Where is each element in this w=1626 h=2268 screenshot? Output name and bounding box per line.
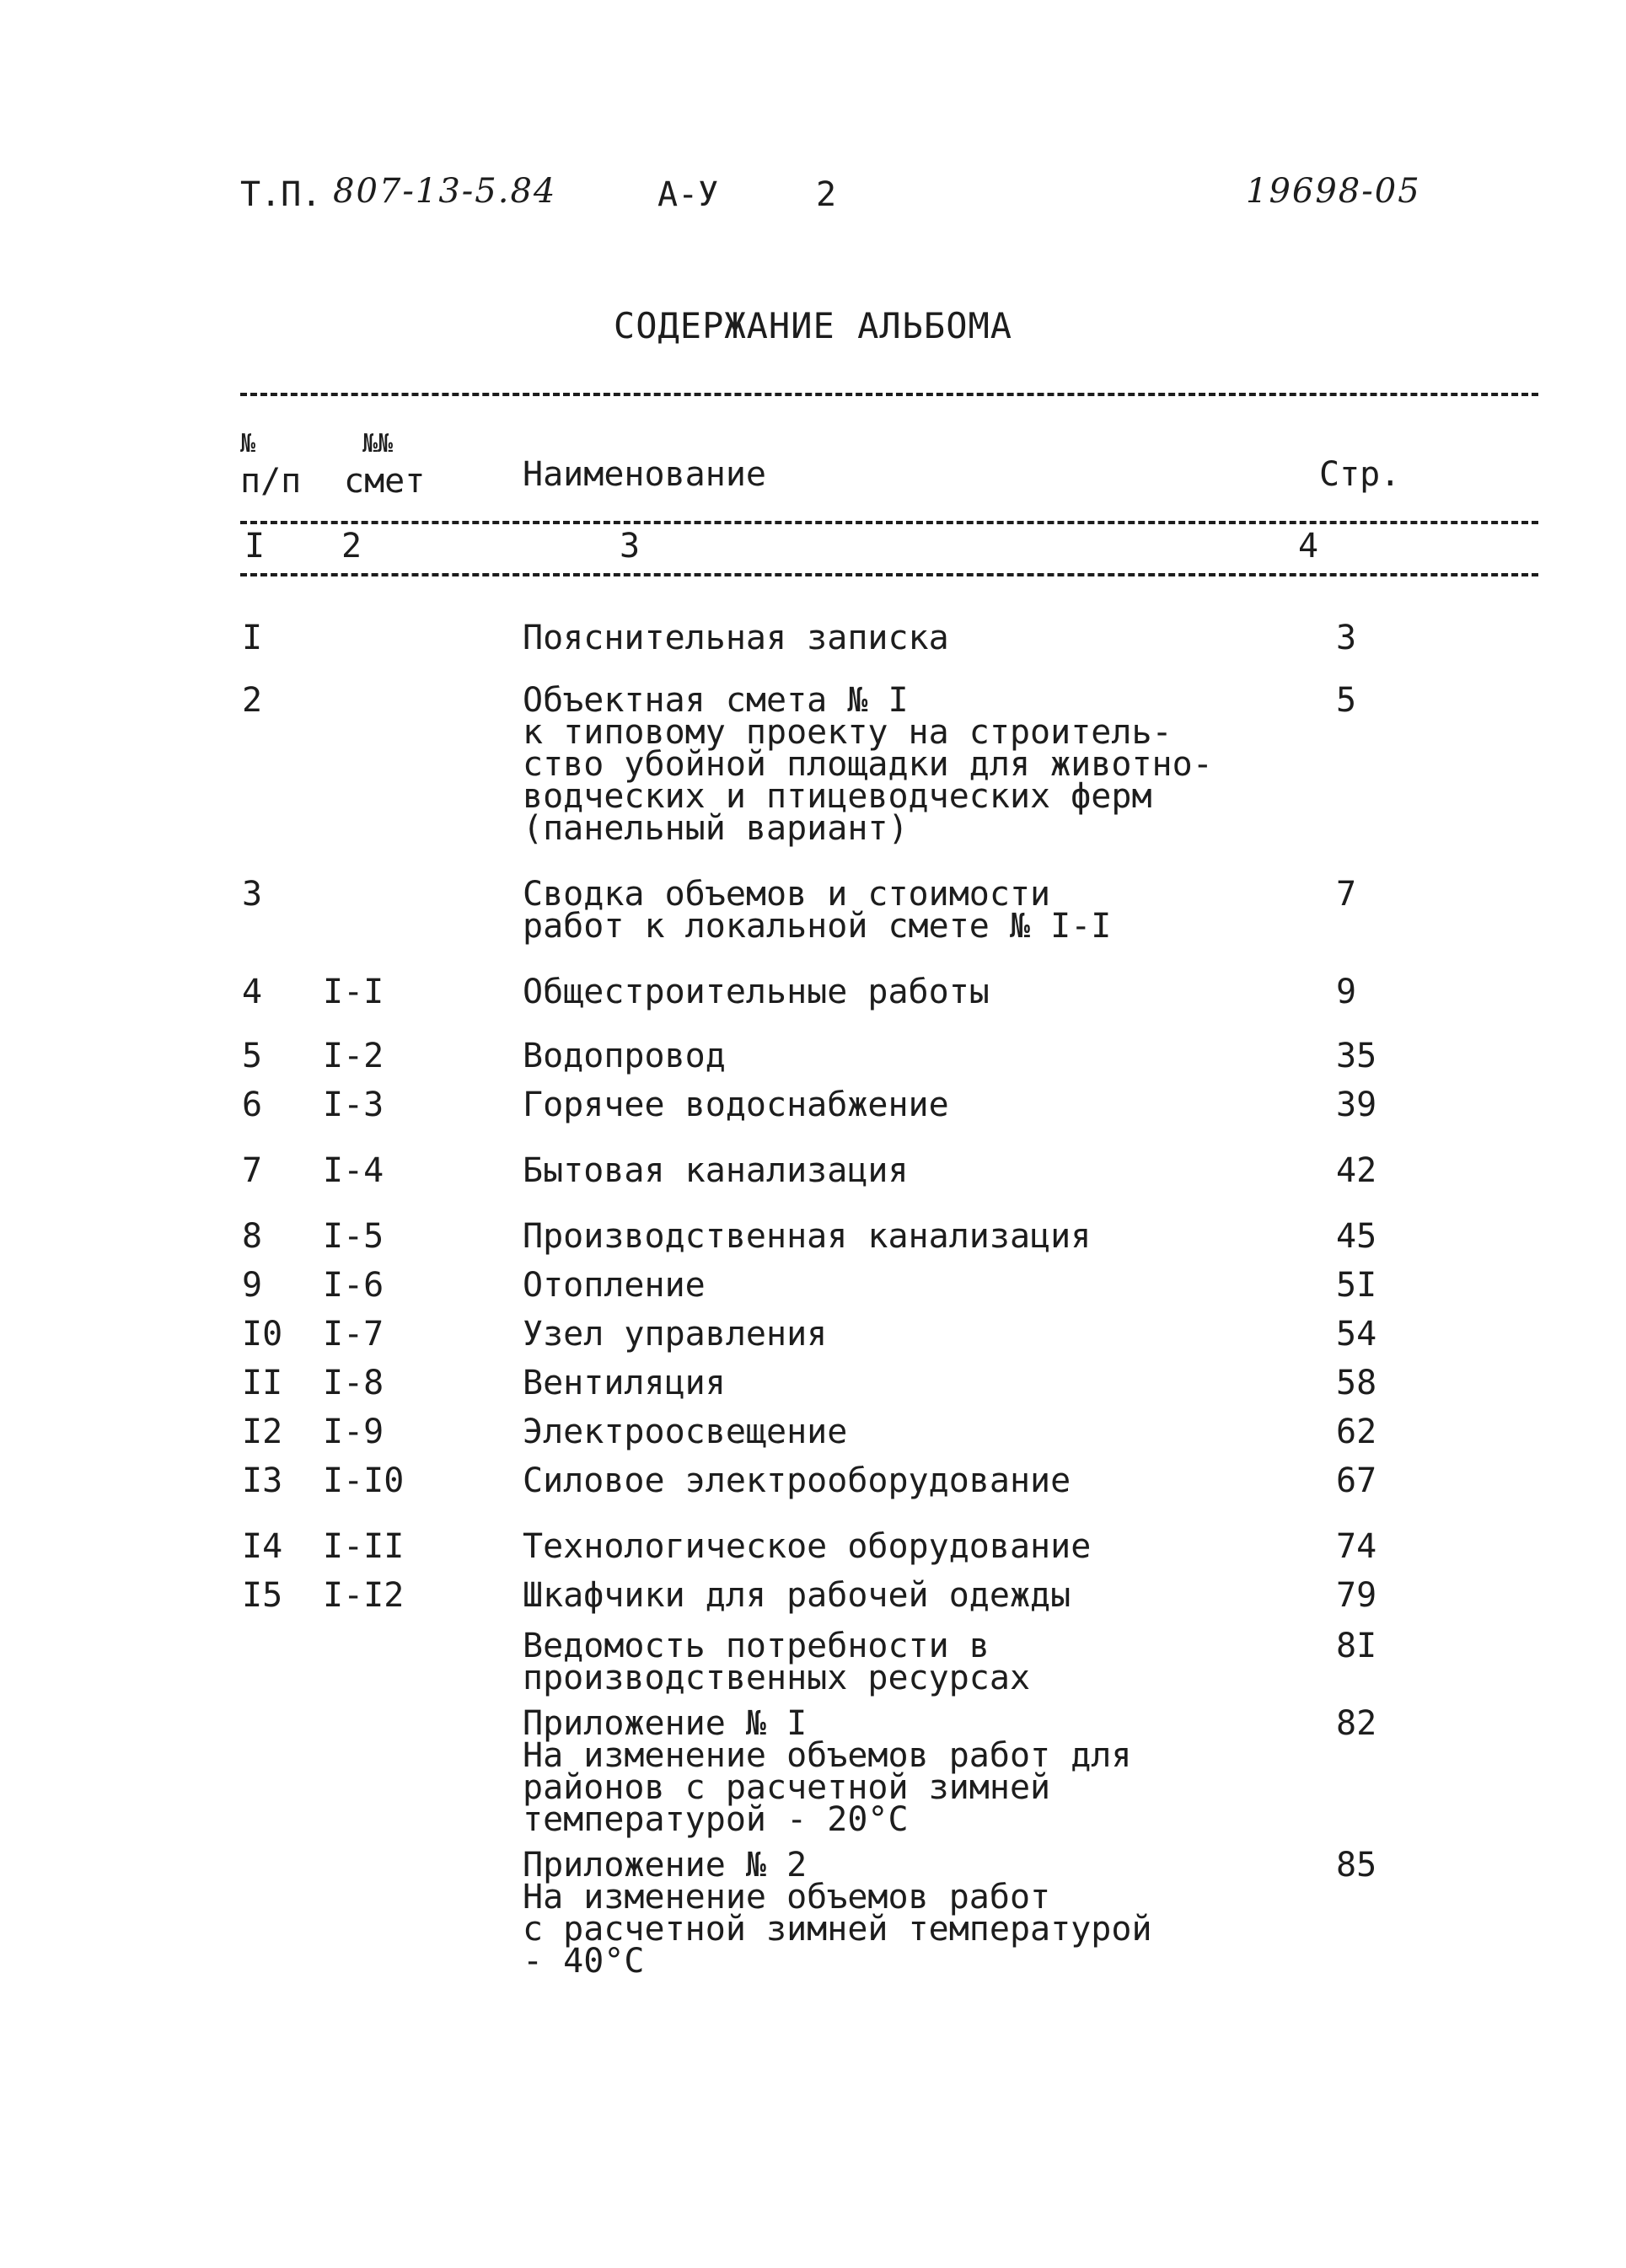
row-title-line: к типовому проекту на строитель- [523, 713, 1173, 752]
row-number: 3 [242, 875, 263, 914]
row-title [523, 1364, 1231, 1402]
row-estimate: I-9 [323, 1413, 384, 1451]
row-title [523, 1704, 1231, 1839]
row-title-line: температурой - 20°C [523, 1800, 909, 1839]
row-title-line: На изменение объемов работ [523, 1878, 1051, 1917]
row-page: 62 [1336, 1413, 1377, 1451]
table-top-rule [240, 393, 1538, 396]
row-title [523, 1413, 1231, 1451]
header-rule-lower [240, 573, 1538, 576]
row-page: 58 [1336, 1364, 1377, 1402]
row-title-line: Производственная канализация [523, 1217, 1092, 1256]
row-title [523, 1037, 1231, 1075]
row-page: 5 [1336, 681, 1357, 720]
row-page: 8I [1336, 1627, 1377, 1665]
row-title [523, 619, 1231, 657]
row-title [523, 681, 1231, 848]
row-title-line: Вентиляция [523, 1364, 726, 1402]
row-title-line: Горячее водоснабжение [523, 1086, 949, 1124]
row-title-line: Приложение № 2 [523, 1846, 808, 1885]
row-title [523, 1527, 1231, 1566]
row-page: 3 [1336, 619, 1357, 657]
row-title-line: Водопровод [523, 1037, 726, 1075]
row-title-line: Общестроительные работы [523, 973, 990, 1011]
column-header-estimate-sign: №№ [362, 429, 394, 458]
row-title-line: районов с расчетной зимней [523, 1768, 1051, 1807]
row-title-line: (панельный вариант) [523, 809, 909, 848]
row-number: 7 [242, 1151, 263, 1190]
column-number-2: 2 [341, 527, 362, 566]
row-title-line: Шкафчики для рабочей одежды [523, 1576, 1071, 1615]
row-estimate: I-I2 [323, 1576, 405, 1615]
row-title [523, 1086, 1231, 1124]
row-title-line: Узел управления [523, 1315, 828, 1354]
row-page: 54 [1336, 1315, 1377, 1354]
row-title [523, 1217, 1231, 1256]
row-title-line: работ к локальной смете № I-I [523, 907, 1112, 946]
row-estimate: I-I [323, 973, 384, 1011]
row-number: II [242, 1364, 283, 1402]
row-number: 6 [242, 1086, 263, 1124]
header-rule-upper [240, 521, 1538, 524]
column-header-estimate-label: смет [344, 462, 426, 501]
column-number-4: 4 [1298, 527, 1319, 566]
column-header-number-sign: № [240, 429, 256, 458]
row-estimate: I-7 [323, 1315, 384, 1354]
row-title-line: Отопление [523, 1266, 706, 1305]
column-header-number [240, 426, 301, 500]
header-sheet-number: 2 [816, 175, 837, 214]
row-title [523, 1266, 1231, 1305]
row-page: 82 [1336, 1704, 1377, 1743]
row-title [523, 1576, 1231, 1615]
page-title: СОДЕРЖАНИЕ АЛЬБОМА [613, 305, 1013, 346]
row-estimate: I-3 [323, 1086, 384, 1124]
row-title-line: с расчетной зимней температурой [523, 1910, 1152, 1949]
row-number: 9 [242, 1266, 263, 1305]
row-title-line: Пояснительная записка [523, 619, 949, 657]
row-estimate: I-I0 [323, 1461, 405, 1500]
row-title-line: На изменение объемов работ для [523, 1736, 1132, 1775]
row-title-line: Ведомость потребности в [523, 1627, 990, 1665]
row-title [523, 1627, 1231, 1697]
row-page: 35 [1336, 1037, 1377, 1075]
row-title-line: Бытовая канализация [523, 1151, 909, 1190]
column-number-1: I [244, 527, 266, 566]
row-number: I2 [242, 1413, 283, 1451]
row-estimate: I-5 [323, 1217, 384, 1256]
row-number: 4 [242, 973, 263, 1011]
row-estimate: I-II [323, 1527, 405, 1566]
header-project-code: 807-13-5.84 [333, 172, 557, 211]
row-title-line: Сводка объемов и стоимости [523, 875, 1051, 914]
row-page: 45 [1336, 1217, 1377, 1256]
row-page: 67 [1336, 1461, 1377, 1500]
row-title [523, 875, 1231, 946]
row-title-line: Электроосвещение [523, 1413, 848, 1451]
row-title-line: ство убойной площадки для животно- [523, 745, 1213, 784]
column-number-3: 3 [620, 527, 641, 566]
row-page: 85 [1336, 1846, 1377, 1885]
row-title [523, 1461, 1231, 1500]
row-title-line: Технологическое оборудование [523, 1527, 1092, 1566]
row-number: I4 [242, 1527, 283, 1566]
row-number: 5 [242, 1037, 263, 1075]
row-number: I3 [242, 1461, 283, 1500]
header-prefix: Т.П. [240, 175, 322, 214]
header-album: А-У [657, 175, 719, 214]
row-title [523, 1846, 1231, 1981]
row-title-line: Приложение № I [523, 1704, 808, 1743]
row-title-line: производственных ресурсах [523, 1659, 1031, 1697]
row-page: 42 [1336, 1151, 1377, 1190]
row-title-line: - 40°C [523, 1942, 645, 1981]
row-estimate: I-6 [323, 1266, 384, 1305]
row-title [523, 973, 1231, 1011]
row-number: I5 [242, 1576, 283, 1615]
column-header-number-label: п/п [240, 462, 302, 501]
row-number: I [242, 619, 263, 657]
row-title-line: Силовое электрооборудование [523, 1461, 1071, 1500]
row-page: 5I [1336, 1266, 1377, 1305]
row-number: 2 [242, 681, 263, 720]
row-page: 74 [1336, 1527, 1377, 1566]
row-number: 8 [242, 1217, 263, 1256]
row-title [523, 1315, 1231, 1354]
row-title-line: водческих и птицеводческих ферм [523, 777, 1152, 816]
column-header-name: Наименование [523, 455, 766, 494]
row-page: 7 [1336, 875, 1357, 914]
row-page: 9 [1336, 973, 1357, 1011]
row-number: I0 [242, 1315, 283, 1354]
row-estimate: I-2 [323, 1037, 384, 1075]
row-estimate: I-8 [323, 1364, 384, 1402]
column-header-estimate [344, 426, 425, 500]
row-page: 79 [1336, 1576, 1377, 1615]
row-title-line: Объектная смета № I [523, 681, 909, 720]
header-inventory-number: 19698-05 [1246, 172, 1421, 211]
row-page: 39 [1336, 1086, 1377, 1124]
row-title [523, 1151, 1231, 1190]
row-estimate: I-4 [323, 1151, 384, 1190]
column-header-page: Стр. [1319, 455, 1401, 494]
